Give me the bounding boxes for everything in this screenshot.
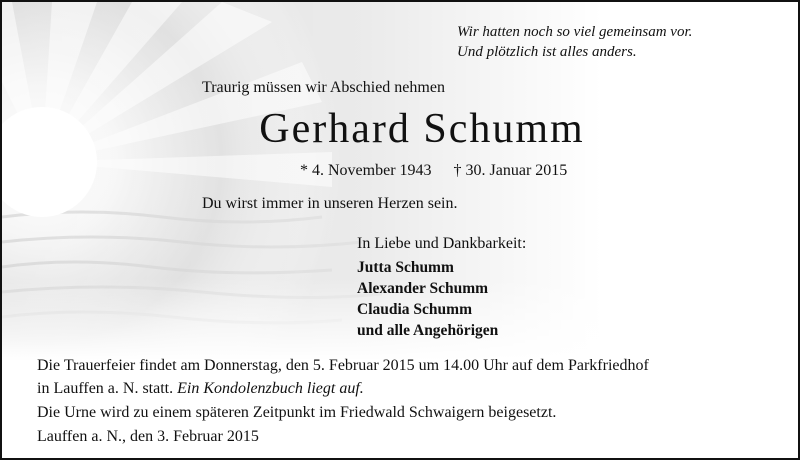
intro-text: Traurig müssen wir Abschied nehmen (202, 79, 445, 96)
quote-line: Und plötzlich ist alles anders. (457, 44, 637, 60)
quote-line: Wir hatten noch so viel gemeinsam vor. (457, 24, 693, 40)
urn-burial-info: Die Urne wird zu einem späteren Zeitpunkt im Friedwald Schwaigern beigesetzt. (37, 404, 557, 421)
mourner-name: Claudia Schumm (357, 301, 472, 318)
condolence-book-note: Ein Kondolenzbuch liegt auf. (177, 380, 364, 397)
death-date: † 30. Januar 2015 (453, 162, 568, 179)
motto-text: Du wirst immer in unseren Herzen sein. (202, 195, 458, 212)
gratitude-heading: In Liebe und Dankbarkeit: (357, 235, 527, 252)
mourner-name: Jutta Schumm (357, 259, 454, 276)
place-and-date: Lauffen a. N., den 3. Februar 2015 (37, 428, 259, 445)
funeral-info-line (37, 380, 364, 398)
deceased-name: Gerhard Schumm (259, 106, 585, 152)
mourner-name: Alexander Schumm (357, 280, 489, 297)
funeral-info-line: Die Trauerfeier findet am Donnerstag, den 5. Februar 2015 um 14.00 Uhr auf dem Parkfriedhof (37, 357, 649, 374)
funeral-location: in Lauffen a. N. statt. (37, 380, 174, 397)
birth-date: * 4. November 1943 (300, 162, 432, 179)
mourner-name: und alle Angehörigen (357, 322, 499, 339)
life-dates (300, 162, 567, 180)
